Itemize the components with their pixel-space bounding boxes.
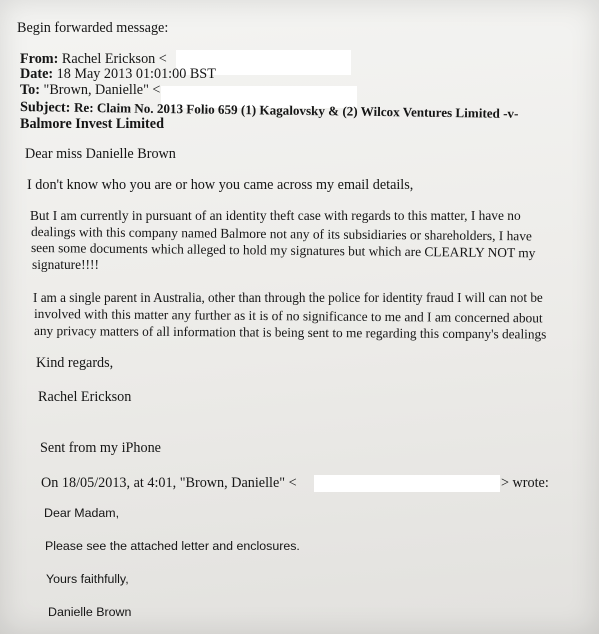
quoted-body: Please see the attached letter and enclosures. — [45, 539, 300, 553]
quoted-intro — [41, 475, 297, 491]
to-line — [20, 82, 160, 98]
from-label: From: — [20, 51, 59, 67]
quoted-salutation: Dear Madam, — [44, 506, 120, 520]
paragraph-3-line: any privacy matters of all information that is being sent to me regarding this company's dealings — [33, 323, 547, 342]
paragraph-2-line: But I am currently in pursuant of an identity theft case with regards to this matter, I have no — [30, 208, 521, 223]
subject-label: Subject: — [19, 99, 71, 116]
from-value: Rachel Erickson < — [61, 51, 167, 67]
date-line — [20, 66, 216, 82]
paragraph-3-line: I am a single parent in Australia, other than through the police for identity fraud I will can not be — [33, 290, 543, 305]
forward-header: Begin forwarded message: — [17, 20, 169, 36]
to-value: "Brown, Danielle" < — [43, 82, 161, 98]
paragraph-1: I don't know who you are or how you came across my email details, — [27, 177, 414, 193]
from-line — [20, 51, 167, 67]
signature: Rachel Erickson — [38, 389, 132, 405]
quoted-signature: Danielle Brown — [48, 605, 132, 619]
redaction-quoted-email — [314, 475, 500, 492]
quoted-closing: Yours faithfully, — [46, 572, 129, 586]
paragraph-3-line: involved with this matter any further as it is of no significance to me and I am concerned about — [33, 306, 543, 326]
subject-value-1: Re: Claim No. 2013 Folio 659 (1) Kagalovsky & (2) Wilcox Ventures Limited -v- — [73, 99, 519, 121]
paragraph-2-line: signature!!!! — [32, 257, 99, 272]
to-label: To: — [20, 82, 40, 98]
quoted-intro-suffix: > wrote: — [501, 475, 549, 491]
closing: Kind regards, — [36, 355, 114, 371]
salutation: Dear miss Danielle Brown — [25, 146, 176, 162]
quoted-intro-prefix: On 18/05/2013, at 4:01, "Brown, Danielle" < — [41, 475, 297, 491]
date-label: Date: — [20, 66, 54, 82]
subject-continuation: Balmore Invest Limited — [20, 116, 164, 132]
paragraph-2-line: seen some documents which alleged to hold my signatures but which are CLEARLY NOT my — [30, 240, 536, 261]
paragraph-2-line: dealings with this company named Balmore not any of its subsidiaries or shareholders, I have — [30, 224, 532, 244]
sent-from-line: Sent from my iPhone — [40, 440, 161, 456]
date-value: 18 May 2013 01:01:00 BST — [56, 66, 216, 82]
